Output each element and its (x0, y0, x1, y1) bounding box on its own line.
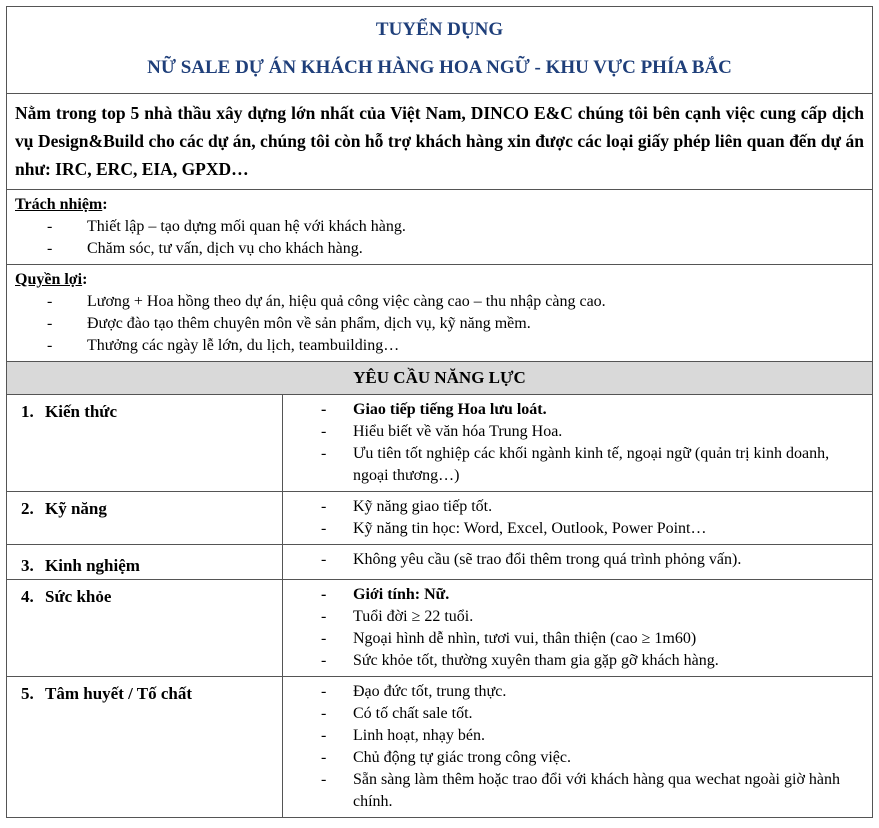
title-line-1: TUYỂN DỤNG (375, 19, 504, 40)
responsibilities-list (15, 216, 864, 260)
list-item: - Ưu tiên tốt nghiệp các khối ngành kinh tế, ngoại ngữ (quản trị kinh doanh, ngoại thương…) (321, 443, 866, 487)
requirement-name: Kỹ năng (45, 499, 107, 518)
list-item: - Sẵn sàng làm thêm hoặc trao đổi với khách hàng qua wechat ngoài giờ hành chính. (321, 769, 866, 813)
list-item: - Có tố chất sale tốt. (321, 703, 866, 725)
requirement-row-dedication (7, 677, 873, 818)
list-item: - Sức khỏe tốt, thường xuyên tham gia gặp gỡ khách hàng. (321, 650, 866, 672)
requirement-name: Sức khỏe (45, 587, 112, 606)
list-item: - Giới tính: Nữ. (321, 584, 866, 606)
job-posting-document (6, 6, 872, 818)
responsibilities-heading: Trách nhiệm: (15, 196, 108, 213)
list-item: - Không yêu cầu (sẽ trao đổi thêm trong quá trình phỏng vấn). (321, 549, 866, 571)
list-item: - Ngoại hình dễ nhìn, tươi vui, thân thiện (cao ≥ 1m60) (321, 628, 866, 650)
requirement-number: 1. (21, 402, 34, 421)
requirement-row-knowledge (7, 395, 873, 492)
list-item: - Kỹ năng giao tiếp tốt. (321, 496, 866, 518)
requirement-row-skills (7, 492, 873, 545)
requirement-label (7, 677, 283, 818)
requirement-name: Tâm huyết / Tố chất (45, 684, 193, 703)
requirement-name: Kiến thức (45, 402, 118, 421)
requirement-details (283, 677, 873, 818)
requirement-details (283, 395, 873, 492)
benefits-list (15, 291, 864, 357)
requirement-details (283, 545, 873, 580)
list-item: - Thiết lập – tạo dựng mối quan hệ với khách hàng. (47, 216, 864, 238)
requirement-label (7, 395, 283, 492)
requirement-label (7, 545, 283, 580)
requirement-row-experience (7, 545, 873, 580)
requirement-details (283, 492, 873, 545)
list-item: - Lương + Hoa hồng theo dự án, hiệu quả công việc càng cao – thu nhập càng cao. (47, 291, 864, 313)
requirement-label (7, 580, 283, 677)
requirement-details (283, 580, 873, 677)
list-item: - Được đào tạo thêm chuyên môn về sản phẩm, dịch vụ, kỹ năng mềm. (47, 313, 864, 335)
list-item: - Thưởng các ngày lễ lớn, du lịch, teambuilding… (47, 335, 864, 357)
requirement-number: 3. (21, 556, 34, 575)
job-posting-table (6, 6, 873, 818)
requirement-label (7, 492, 283, 545)
benefits-heading: Quyền lợi: (15, 271, 88, 288)
intro-paragraph: Nằm trong top 5 nhà thầu xây dựng lớn nhất của Việt Nam, DINCO E&C chúng tôi bên cạnh việc cung cấp dịch vụ Design&Build cho các dự án, chúng tôi còn hỗ trợ khách hàng xin được các loại giấy phép liên quan đến dự án như: IRC, ERC, EIA, GPXD… (7, 94, 873, 190)
requirement-number: 2. (21, 499, 34, 518)
benefits-section (7, 265, 873, 362)
benefits-title: Quyền lợi (15, 271, 83, 288)
title-block (7, 7, 873, 94)
responsibilities-section (7, 190, 873, 265)
requirements-header: YÊU CẦU NĂNG LỰC (7, 362, 873, 395)
list-item: - Hiểu biết về văn hóa Trung Hoa. (321, 421, 866, 443)
requirement-row-health (7, 580, 873, 677)
list-item: - Đạo đức tốt, trung thực. (321, 681, 866, 703)
list-item: - Chủ động tự giác trong công việc. (321, 747, 866, 769)
list-item: - Linh hoạt, nhạy bén. (321, 725, 866, 747)
requirement-number: 5. (21, 684, 34, 703)
requirement-number: 4. (21, 587, 34, 606)
requirement-name: Kinh nghiệm (45, 556, 140, 575)
list-item: - Giao tiếp tiếng Hoa lưu loát. (321, 399, 866, 421)
title-line-2: NỮ SALE DỰ ÁN KHÁCH HÀNG HOA NGỮ - KHU VỰC PHÍA BẮC (147, 57, 732, 78)
list-item: - Chăm sóc, tư vấn, dịch vụ cho khách hàng. (47, 238, 864, 260)
responsibilities-title: Trách nhiệm (15, 196, 103, 213)
list-item: - Kỹ năng tin học: Word, Excel, Outlook, Power Point… (321, 518, 866, 540)
list-item: - Tuổi đời ≥ 22 tuổi. (321, 606, 866, 628)
